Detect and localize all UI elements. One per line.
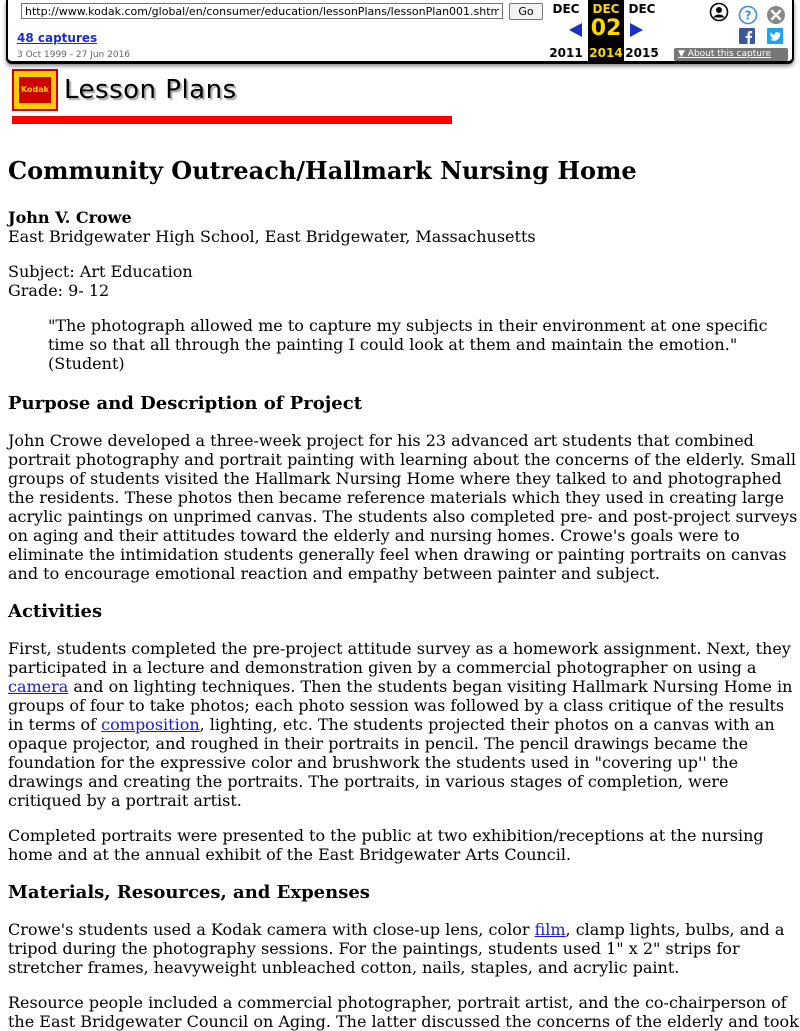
film-link[interactable]: film — [534, 920, 566, 939]
about-capture-label: About this capture — [687, 49, 771, 59]
school-name: East Bridgewater High School, East Bridgewater, Massachusetts — [8, 227, 536, 246]
grade-line: Grade: 9- 12 — [8, 281, 110, 300]
activities-paragraph-2: Completed portraits were presented to the public at two exhibition/receptions at the nursing home and at the annual exhibit of the East Bridgewater Arts Council. — [8, 826, 764, 864]
current-month: DEC — [592, 2, 620, 16]
help-icon[interactable] — [738, 5, 758, 25]
svg-text:?: ? — [744, 8, 752, 23]
prev-capture-arrow-icon[interactable] — [569, 23, 582, 37]
next-month: DEC — [628, 2, 656, 16]
purpose-paragraph: John Crowe developed a three-week project for his 23 advanced art students that combined portrait photography and portrait painting with learning about the concerns of the elderly. Small groups of students visited the Hallmark Nursing Home where they talked to and photographed the residents. These photos then became reference materials which they used in creating large acrylic paintings on unprimed canvas. The students also completed pre- and post-project surveys on aging and their attitudes toward the elderly and nursing homes. Crowe's goals were to eliminate the intimidation students generally feel when drawing or painting portraits on canvas and to encourage emotional reaction and empathy between painter and subject. — [8, 431, 798, 583]
prev-month: DEC — [552, 2, 580, 16]
about-capture-button[interactable] — [674, 48, 788, 61]
url-input[interactable] — [21, 3, 503, 19]
materials-paragraph-2: Resource people included a commercial photographer, portrait artist, and the co-chairperson of the East Bridgewater Council on Aging. The latter discussed the concerns of the elderly and took — [8, 993, 799, 1031]
next-capture-column[interactable] — [624, 0, 660, 62]
article-title: Community Outreach/Hallmark Nursing Home — [8, 156, 637, 185]
author-name: John V. Crowe — [8, 208, 132, 227]
go-button[interactable]: Go — [509, 3, 543, 20]
triangle-down-icon: ▼ — [678, 49, 685, 59]
activities-paragraph-1: First, students completed the pre-project attitude survey as a homework assignment. Next, they participated in a lecture and demonstration given by a commercial photographer on using a camera and on lighting techniques. Then the students began visiting Hallmark Nursing Home in groups of four to take photos; each photo session was followed by a class critique of the results in terms of composition, lighting, etc. The students projected their photos on a canvas with an opaque projector, and roughed in their portraits in pencil. The pencil drawings became the foundation for the expressive color and brushwork the students used in "covering up'' the drawings and creating the portraits. The portraits, in various stages of completion, were critiqued by a portrait artist. — [8, 639, 793, 810]
current-year: 2014 — [589, 46, 623, 60]
banner-red-bar — [12, 116, 452, 124]
wayback-toolbar — [6, 0, 794, 64]
user-account-icon[interactable] — [709, 2, 729, 22]
article — [8, 154, 800, 1031]
banner-title: Lesson Plans — [64, 75, 237, 105]
kodak-logo — [12, 69, 58, 111]
next-year[interactable]: 2015 — [625, 46, 659, 60]
activities-heading: Activities — [8, 601, 103, 622]
current-day: 02 — [590, 16, 622, 41]
twitter-share-icon[interactable] — [767, 28, 783, 44]
purpose-heading: Purpose and Description of Project — [8, 393, 363, 414]
subject-line: Subject: Art Education — [8, 262, 193, 281]
student-quote: "The photograph allowed me to capture my subjects in their environment at one specific time so that all through the painting I could look at them and maintain the emotion." (Student) — [48, 316, 768, 373]
composition-link[interactable]: composition — [101, 715, 200, 734]
kodak-logo-text: Kodak — [19, 77, 51, 103]
materials-paragraph-1: Crowe's students used a Kodak camera with close-up lens, color film, clamp lights, bulbs, and a tripod during the photography sessions. For the paintings, students used 1" x 2" strips for stretcher frames, heavyweight unbleached cotton, nails, staples, and acrylic paint. — [8, 920, 785, 977]
facebook-share-icon[interactable] — [739, 28, 755, 44]
prev-year[interactable]: 2011 — [549, 46, 583, 60]
materials-heading: Materials, Resources, and Expenses — [8, 882, 370, 903]
current-capture-column — [588, 0, 624, 62]
camera-link[interactable]: camera — [8, 677, 69, 696]
close-icon[interactable] — [766, 5, 786, 25]
captures-link[interactable]: 48 captures — [17, 31, 98, 45]
capture-date-range: 3 Oct 1999 - 27 Jun 2016 — [17, 50, 131, 60]
lesson-plans-banner — [12, 69, 452, 125]
